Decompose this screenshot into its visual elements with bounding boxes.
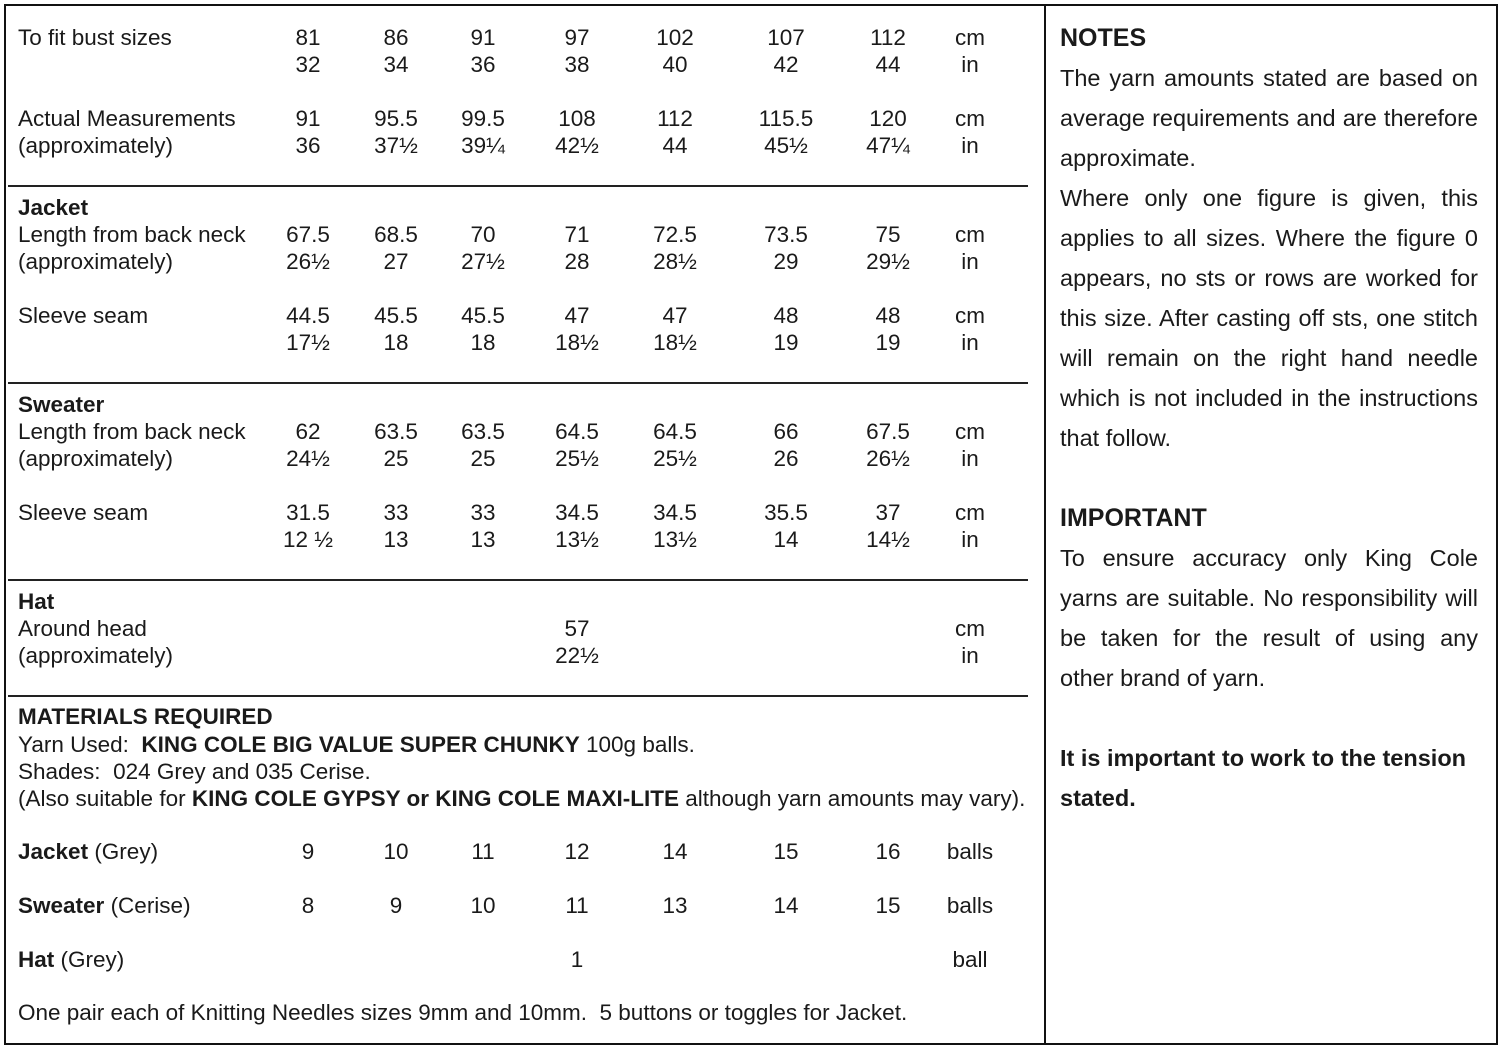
unit-cell: in — [961, 527, 979, 552]
size-value-cell: 44 — [662, 133, 688, 158]
ball-count-cell: 15 — [773, 839, 799, 864]
size-value-cell: 112 — [870, 25, 906, 50]
shades-line: Shades: 024 Grey and 035 Cerise. — [18, 759, 371, 784]
notes-heading: NOTES — [1060, 24, 1147, 52]
size-value-cell: 72.5 — [653, 222, 697, 247]
size-value-cell: 28 — [564, 249, 590, 274]
ball-unit-cell: ball — [952, 947, 988, 972]
yarn-used-prefix: Yarn Used: — [18, 732, 142, 757]
size-value-cell: 47¼ — [866, 133, 910, 158]
size-value-cell: 63.5 — [461, 419, 505, 444]
ball-count-cell: 9 — [389, 893, 403, 918]
size-value-cell: 34.5 — [555, 500, 599, 525]
size-value-cell: 66 — [773, 419, 799, 444]
section-heading-sweater-length: Sweater — [18, 392, 105, 417]
size-value-cell: 44 — [875, 52, 901, 77]
important-paragraph: To ensure accuracy only King Cole yarns are suitable. No responsibility will be taken for the result of using any other brand of yarn. — [1060, 545, 1478, 691]
size-value-cell: 68.5 — [374, 222, 418, 247]
size-value-cell: 67.5 — [286, 222, 330, 247]
also-suitable-prefix: (Also suitable for — [18, 786, 192, 811]
size-value-cell: 18½ — [555, 330, 599, 355]
also-suitable-suffix: although yarn amounts may vary). — [678, 786, 1026, 811]
size-value-cell: 70 — [470, 222, 496, 247]
garment-name: Sweater — [18, 893, 105, 918]
size-value-cell: 25½ — [653, 446, 697, 471]
size-value-cell: 115.5 — [758, 106, 814, 131]
size-value-cell: 29½ — [866, 249, 910, 274]
unit-cell: in — [961, 249, 979, 274]
ball-count-cell: 15 — [875, 893, 901, 918]
yarn-used-line — [18, 731, 695, 758]
size-value-cell: 18 — [470, 330, 496, 355]
ball-count-cell: 12 — [564, 839, 590, 864]
needles-line: One pair each of Knitting Needles sizes 9mm and 10mm. 5 buttons or toggles for Jacket. — [18, 1000, 908, 1025]
section-divider — [8, 185, 1028, 187]
row-label: Around head — [18, 616, 147, 641]
section-divider — [8, 382, 1028, 384]
size-value-cell: 25 — [383, 446, 409, 471]
ball-count-cell: 10 — [383, 839, 409, 864]
size-value-cell: 37½ — [374, 133, 418, 158]
size-value-cell: 47 — [662, 303, 688, 328]
size-value-cell: 91 — [470, 25, 496, 50]
size-value-cell: 108 — [558, 106, 596, 131]
alternate-yarns: KING COLE GYPSY or KING COLE MAXI-LITE — [191, 786, 679, 811]
yarn-used-suffix: 100g balls. — [579, 732, 695, 757]
size-value-cell: 45.5 — [374, 303, 418, 328]
size-value-cell: 40 — [662, 52, 688, 77]
row-label: (approximately) — [18, 249, 174, 274]
size-value-cell: 26½ — [866, 446, 910, 471]
row-label: Actual Measurements — [18, 106, 236, 131]
ball-count-cell: 11 — [471, 839, 495, 864]
size-value-cell: 13½ — [653, 527, 697, 552]
size-value-cell: 48 — [773, 303, 799, 328]
section-heading-jacket-length: Jacket — [18, 195, 89, 220]
size-value-cell: 44.5 — [286, 303, 330, 328]
ball-count-cell: 8 — [301, 893, 315, 918]
size-value-cell: 64.5 — [653, 419, 697, 444]
size-value-cell: 36 — [470, 52, 496, 77]
size-value-cell: 18 — [383, 330, 409, 355]
row-label: (approximately) — [18, 133, 174, 158]
size-value-cell: 45½ — [764, 133, 808, 158]
unit-cell: cm — [955, 616, 985, 641]
unit-cell: cm — [955, 222, 985, 247]
ball-count-cell: 1 — [570, 947, 584, 972]
section-divider — [8, 695, 1028, 697]
size-value-cell: 17½ — [286, 330, 330, 355]
important-heading: IMPORTANT — [1060, 504, 1207, 532]
size-value-cell: 28½ — [653, 249, 697, 274]
row-label: Sleeve seam — [18, 303, 149, 328]
size-value-cell: 97 — [564, 25, 590, 50]
size-value-cell: 25½ — [555, 446, 599, 471]
row-label: (approximately) — [18, 446, 174, 471]
size-value-cell: 26 — [773, 446, 799, 471]
size-value-cell: 38 — [564, 52, 590, 77]
size-value-cell: 13 — [383, 527, 409, 552]
quantity-label — [18, 838, 158, 865]
size-value-cell: 24½ — [286, 446, 330, 471]
size-value-cell: 63.5 — [374, 419, 418, 444]
size-value-cell: 107 — [767, 25, 805, 50]
size-value-cell: 19 — [773, 330, 799, 355]
size-value-cell: 95.5 — [374, 106, 418, 131]
size-value-cell: 120 — [869, 106, 907, 131]
size-value-cell: 45.5 — [461, 303, 505, 328]
size-value-cell: 73.5 — [764, 222, 808, 247]
size-value-cell: 12 ½ — [282, 527, 334, 552]
ball-count-cell: 14 — [773, 893, 799, 918]
size-value-cell: 19 — [875, 330, 901, 355]
size-value-cell: 22½ — [555, 643, 599, 668]
ball-unit-cell: balls — [946, 893, 994, 918]
row-label: To fit bust sizes — [18, 25, 172, 50]
size-value-cell: 37 — [875, 500, 901, 525]
unit-cell: in — [961, 52, 979, 77]
unit-cell: cm — [955, 25, 985, 50]
row-label: Sleeve seam — [18, 500, 149, 525]
size-value-cell: 13½ — [555, 527, 599, 552]
size-value-cell: 112 — [657, 106, 693, 131]
notes-paragraph-figures: Where only one figure is given, this applies to all sizes. Where the figure 0 appears, no sts or rows are worked for this size. After casting off sts, one stitch will remain on the right hand needle which is not included in the instructions that follow. — [1060, 185, 1478, 451]
row-label: Length from back neck — [18, 222, 246, 247]
size-value-cell: 36 — [295, 133, 321, 158]
size-value-cell: 13 — [470, 527, 496, 552]
size-value-cell: 81 — [295, 25, 321, 50]
size-value-cell: 57 — [564, 616, 590, 641]
notes-panel — [1060, 18, 1478, 818]
size-value-cell: 42½ — [555, 133, 599, 158]
size-value-cell: 35.5 — [764, 500, 808, 525]
size-value-cell: 18½ — [653, 330, 697, 355]
size-value-cell: 31.5 — [286, 500, 330, 525]
size-value-cell: 91 — [295, 106, 321, 131]
garment-colour: (Cerise) — [104, 893, 191, 918]
unit-cell: cm — [955, 500, 985, 525]
size-value-cell: 33 — [383, 500, 409, 525]
size-value-cell: 34.5 — [653, 500, 697, 525]
size-value-cell: 75 — [875, 222, 901, 247]
column-divider — [1044, 4, 1046, 1043]
ball-count-cell: 14 — [662, 839, 688, 864]
size-value-cell: 67.5 — [866, 419, 910, 444]
materials-heading: MATERIALS REQUIRED — [18, 704, 273, 729]
unit-cell: in — [961, 446, 979, 471]
size-value-cell: 64.5 — [555, 419, 599, 444]
size-value-cell: 62 — [295, 419, 321, 444]
also-suitable-line — [18, 785, 1025, 812]
section-divider — [8, 579, 1028, 581]
unit-cell: in — [961, 330, 979, 355]
size-value-cell: 99.5 — [461, 106, 505, 131]
size-value-cell: 71 — [564, 222, 590, 247]
size-value-cell: 42 — [773, 52, 799, 77]
ball-count-cell: 10 — [470, 893, 496, 918]
size-value-cell: 27 — [383, 249, 409, 274]
quantity-label — [18, 892, 191, 919]
ball-count-cell: 16 — [875, 839, 901, 864]
unit-cell: cm — [955, 303, 985, 328]
size-value-cell: 47 — [564, 303, 590, 328]
size-value-cell: 34 — [383, 52, 409, 77]
ball-count-cell: 9 — [301, 839, 315, 864]
unit-cell: cm — [955, 106, 985, 131]
yarn-name: KING COLE BIG VALUE SUPER CHUNKY — [141, 732, 580, 757]
row-label: Length from back neck — [18, 419, 246, 444]
section-heading-hat: Hat — [18, 589, 55, 614]
garment-colour: (Grey) — [54, 947, 125, 972]
ball-unit-cell: balls — [946, 839, 994, 864]
unit-cell: in — [961, 133, 979, 158]
unit-cell: cm — [955, 419, 985, 444]
size-value-cell: 27½ — [461, 249, 505, 274]
size-value-cell: 26½ — [286, 249, 330, 274]
size-value-cell: 86 — [383, 25, 409, 50]
ball-count-cell: 13 — [662, 893, 688, 918]
notes-paragraph-approximate: The yarn amounts stated are based on average requirements and are therefore approximate. — [1060, 65, 1478, 171]
ball-count-cell: 11 — [565, 893, 589, 918]
tension-note: It is important to work to the tension stated. — [1060, 745, 1467, 811]
garment-colour: (Grey) — [88, 839, 159, 864]
size-value-cell: 39¼ — [461, 133, 505, 158]
row-label: (approximately) — [18, 643, 174, 668]
size-value-cell: 29 — [773, 249, 799, 274]
garment-name: Jacket — [18, 839, 89, 864]
size-value-cell: 14½ — [866, 527, 910, 552]
size-value-cell: 33 — [470, 500, 496, 525]
unit-cell: in — [961, 643, 979, 668]
garment-name: Hat — [18, 947, 55, 972]
size-value-cell: 32 — [295, 52, 321, 77]
size-value-cell: 48 — [875, 303, 901, 328]
size-value-cell: 102 — [656, 25, 694, 50]
size-value-cell: 14 — [773, 527, 799, 552]
size-value-cell: 25 — [470, 446, 496, 471]
quantity-label — [18, 946, 124, 973]
